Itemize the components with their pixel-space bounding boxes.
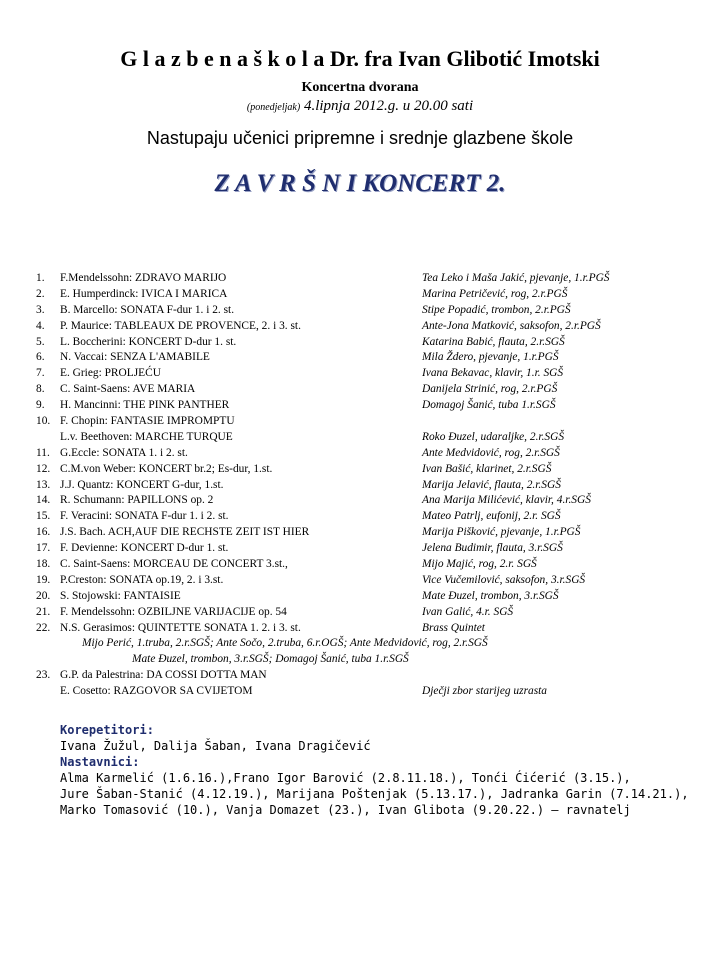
program-item: 23. G.P. da Palestrina: DA COSSI DOTTA MAN xyxy=(36,669,267,682)
quintet-members-line: Mijo Perić, 1.truba, 2.r.SGŠ; Ante Sočo, 2.truba, 6.r.OGŠ; Ante Medvidović, rog, 2.r.SGŠ xyxy=(82,637,488,650)
teachers-heading: Nastavnici: xyxy=(60,755,140,769)
concert-hall: Koncertna dvorana xyxy=(301,80,419,95)
accompanists-heading: Korepetitori: xyxy=(60,723,154,737)
accompanists-list: Ivana Žužul, Dalija Šaban, Ivana Dragičević xyxy=(60,739,371,753)
program-item: E. Cosetto: RAZGOVOR SA CVIJETOM Dječji zbor starijeg uzrasta xyxy=(60,685,547,698)
program-item: 21. F. Mendelssohn: OZBILJNE VARIJACIJE op. 54 Ivan Galić, 4.r. SGŠ xyxy=(36,605,514,618)
program-item: 19. P.Creston: SONATA op.19, 2. i 3.st. Vice Vučemilović, saksofon, 3.r.SGŠ xyxy=(36,573,586,586)
performers-line: Nastupaju učenici pripremne i srednje glazbene škole xyxy=(146,128,574,148)
teachers-line: Alma Karmelić (1.6.16.),Frano Igor Barović (2.8.11.18.), Tonći Ćićerić (3.15.), xyxy=(60,771,631,785)
teachers-line: Jure Šaban-Stanić (4.12.19.), Marijana Poštenjak (5.13.17.), Jadranka Garin (7.14.21.), xyxy=(60,787,689,801)
program-item: 11. G.Eccle: SONATA 1. i 2. st. Ante Medvidović, rog, 2.r.SGŠ xyxy=(36,446,560,459)
program-item: L.v. Beethoven: MARCHE TURQUE Roko Đuzel, udaraljke, 2.r.SGŠ xyxy=(60,430,565,443)
program-item: 1. F.Mendelssohn: ZDRAVO MARIJO Tea Leko i Maša Jakić, pjevanje, 1.r.PGŠ xyxy=(36,272,610,284)
program-item: 10. F. Chopin: FANTASIE IMPROMPTU xyxy=(36,415,235,428)
program-item: 4. P. Maurice: TABLEAUX DE PROVENCE, 2. i 3. st. Ante-Jona Matković, saksofon, 2.r.PGŠ xyxy=(36,319,601,332)
concert-title: Z A V R Š N I KONCERT 2. xyxy=(214,170,506,197)
program-item: 18. C. Saint-Saens: MORCEAU DE CONCERT 3.st., Mijo Majić, rog, 2.r. SGŠ xyxy=(36,558,537,571)
quintet-members-line: Mate Đuzel, trombon, 3.r.SGŠ; Domagoj Šanić, tuba 1.r.SGŠ xyxy=(132,653,409,666)
program-item: 15. F. Veracini: SONATA F-dur 1. i 2. st. Mateo Patrlj, eufonij, 2.r. SGŠ xyxy=(36,510,561,523)
program-item: 7. E. Grieg: PROLJEĆU Ivana Bekavac, klavir, 1.r. SGŠ xyxy=(36,367,564,380)
date-time: 4.lipnja 2012.g. u 20.00 sati xyxy=(303,98,474,114)
program-item: 6. N. Vaccai: SENZA L'AMABILE Mila Ždero, pjevanje, 1.r.PGŠ xyxy=(36,351,559,364)
program-item: 9. H. Mancinni: THE PINK PANTHER Domagoj Šanić, tuba 1.r.SGŠ xyxy=(36,399,556,412)
program-item: 5. L. Boccherini: KONCERT D-dur 1. st. Katarina Babić, flauta, 2.r.SGŠ xyxy=(36,335,565,348)
program-item: 20. S. Stojowski: FANTAISIE Mate Đuzel, trombon, 3.r.SGŠ xyxy=(36,589,559,602)
program-item: 13. J.J. Quantz: KONCERT G-dur, 1.st. Marija Jelavić, flauta, 2.r.SGŠ xyxy=(36,478,561,491)
teachers-line: Marko Tomasović (10.), Vanja Domazet (23.), Ivan Glibota (9.20.22.) – ravnatelj xyxy=(60,803,631,817)
school-title: G l a z b e n a š k o l a Dr. fra Ivan Glibotić Imotski xyxy=(120,46,600,71)
program-item: 22. N.S. Gerasimos: QUINTETTE SONATA 1. 2. i 3. st. Brass Quintet xyxy=(36,621,485,634)
program-item: 16. J.S. Bach. ACH,AUF DIE RECHSTE ZEIT IST HIER Marija Pišković, pjevanje, 1.r.PGŠ xyxy=(36,526,581,539)
date-line xyxy=(0,98,720,115)
weekday: (ponedjeljak) xyxy=(246,102,301,113)
program-item: 17. F. Devienne: KONCERT D-dur 1. st. Jelena Budimir, flauta, 3.r.SGŠ xyxy=(36,542,563,555)
program-list xyxy=(36,271,696,700)
program-item: 14. R. Schumann: PAPILLONS op. 2 Ana Marija Milićević, klavir, 4.r.SGŠ xyxy=(36,494,591,507)
program-item: 8. C. Saint-Saens: AVE MARIA Danijela Strinić, rog, 2.r.PGŠ xyxy=(36,383,558,396)
staff-section xyxy=(60,722,700,818)
program-item: 12. C.M.von Weber: KONCERT br.2; Es-dur, 1.st. Ivan Bašić, klarinet, 2.r.SGŠ xyxy=(36,462,552,475)
program-item: 2. E. Humperdinck: IVICA I MARICA Marina Petričević, rog, 2.r.PGŠ xyxy=(36,287,568,300)
program-item: 3. B. Marcello: SONATA F-dur 1. i 2. st. Stipe Popadić, trombon, 2.r.PGŠ xyxy=(36,303,571,316)
